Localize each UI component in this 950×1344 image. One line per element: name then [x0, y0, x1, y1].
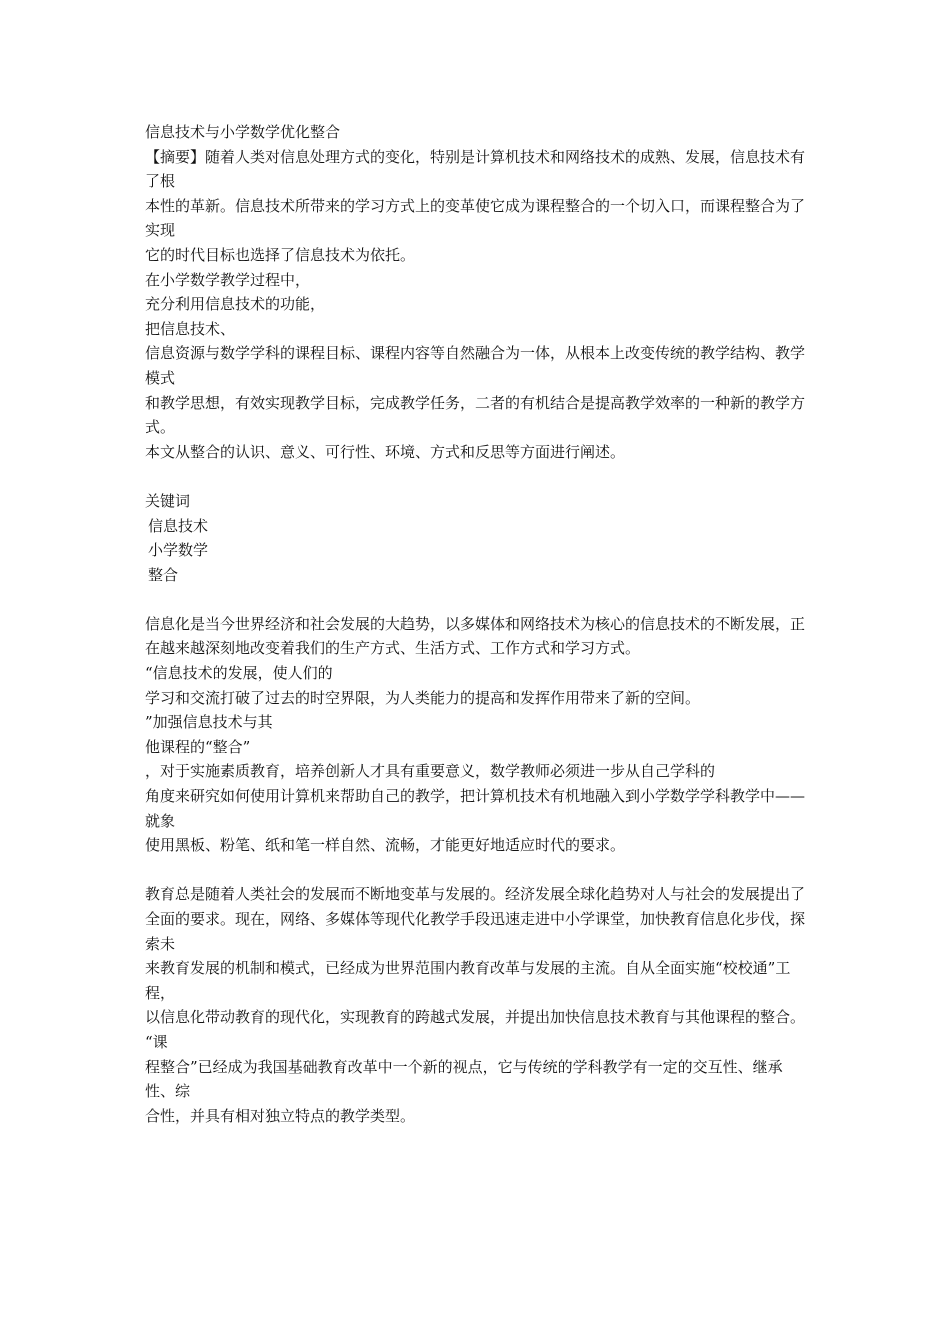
- document-page: [145, 120, 810, 1128]
- abstract-line: 把信息技术、: [145, 319, 236, 338]
- abstract-line: 它的时代目标也选择了信息技术为依托。: [145, 245, 416, 264]
- keywords-section: [145, 489, 810, 587]
- paragraph-1: [145, 612, 810, 858]
- paragraph-line: 来教育发展的机制和模式，已经成为世界范围内教育改革与发展的主流。自从全面实施“校校通”工程，: [145, 959, 791, 1002]
- abstract-line: 和教学思想，有效实现教学目标，完成教学任务，二者的有机结合是提高教学效率的一种新的教学方式。: [145, 393, 806, 437]
- paragraph-line: ”加强信息技术与其: [145, 713, 273, 732]
- paragraph-2: [145, 882, 810, 1128]
- paragraph-line: 全面的要求。现在，网络、多媒体等现代化教学手段迅速走进中小学课堂，加快教育信息化步伐，探索未: [145, 910, 806, 953]
- paragraph-line: 程整合”已经成为我国基础教育改革中一个新的视点，它与传统的学科教学有一定的交互性、继承性、综: [145, 1057, 783, 1101]
- abstract-line: 本性的革新。信息技术所带来的学习方式上的变革使它成为课程整合的一个切入口，而课程整合为了实现: [145, 196, 806, 240]
- keyword-item: 小学数学: [148, 541, 209, 560]
- abstract-line: 本文从整合的认识、意义、可行性、环境、方式和反思等方面进行阐述。: [145, 442, 626, 461]
- paragraph-line: 信息化是当今世界经济和社会发展的大趋势，以多媒体和网络技术为核心的信息技术的不断发展，正: [145, 614, 806, 633]
- paragraph-line: ，对于实施素质教育，培养创新人才具有重要意义，数学教师必须进一步从自己学科的: [145, 762, 716, 781]
- abstract-line: 信息资源与数学学科的课程目标、课程内容等自然融合为一体，从根本上改变传统的教学结构、教学模式: [145, 344, 806, 387]
- keywords-label: 关键词: [145, 491, 191, 510]
- paragraph-line: 他课程的“整合”: [145, 737, 251, 756]
- keyword-item: 整合: [148, 565, 179, 584]
- paragraph-line: “信息技术的发展，使人们的: [145, 664, 333, 683]
- blank-line: [145, 858, 810, 883]
- paragraph-line: “课: [145, 1032, 168, 1051]
- paragraph-line: 合性，并具有相对独立特点的教学类型。: [145, 1106, 416, 1125]
- blank-line: [145, 587, 810, 612]
- abstract-line: 在小学数学教学过程中，: [145, 270, 311, 289]
- paragraph-line: 角度来研究如何使用计算机来帮助自己的教学，把计算机技术有机地融入到小学数学学科教学中——就象: [145, 787, 806, 830]
- paragraph-line: 学习和交流打破了过去的时空界限，为人类能力的提高和发挥作用带来了新的空间。: [145, 688, 701, 707]
- abstract-line: 充分利用信息技术的功能，: [145, 295, 326, 314]
- paragraph-line: 使用黑板、粉笔、纸和笔一样自然、流畅，才能更好地适应时代的要求。: [145, 836, 626, 855]
- document-title: 信息技术与小学数学优化整合: [145, 123, 341, 141]
- keyword-item: 信息技术: [148, 516, 209, 535]
- paragraph-line: 在越来越深刻地改变着我们的生产方式、生活方式、工作方式和学习方式。: [145, 639, 641, 658]
- blank-line: [145, 464, 810, 489]
- paragraph-line: 以信息化带动教育的现代化，实现教育的跨越式发展，并提出加快信息技术教育与其他课程的整合。: [145, 1008, 806, 1027]
- paragraph-line: 教育总是随着人类社会的发展而不断地变革与发展的。经济发展全球化趋势对人与社会的发展提出了: [145, 885, 806, 904]
- abstract-line: 【摘要】随着人类对信息处理方式的变化，特别是计算机技术和网络技术的成熟、发展，信息技术有了根: [145, 147, 806, 191]
- abstract-section: [145, 145, 810, 465]
